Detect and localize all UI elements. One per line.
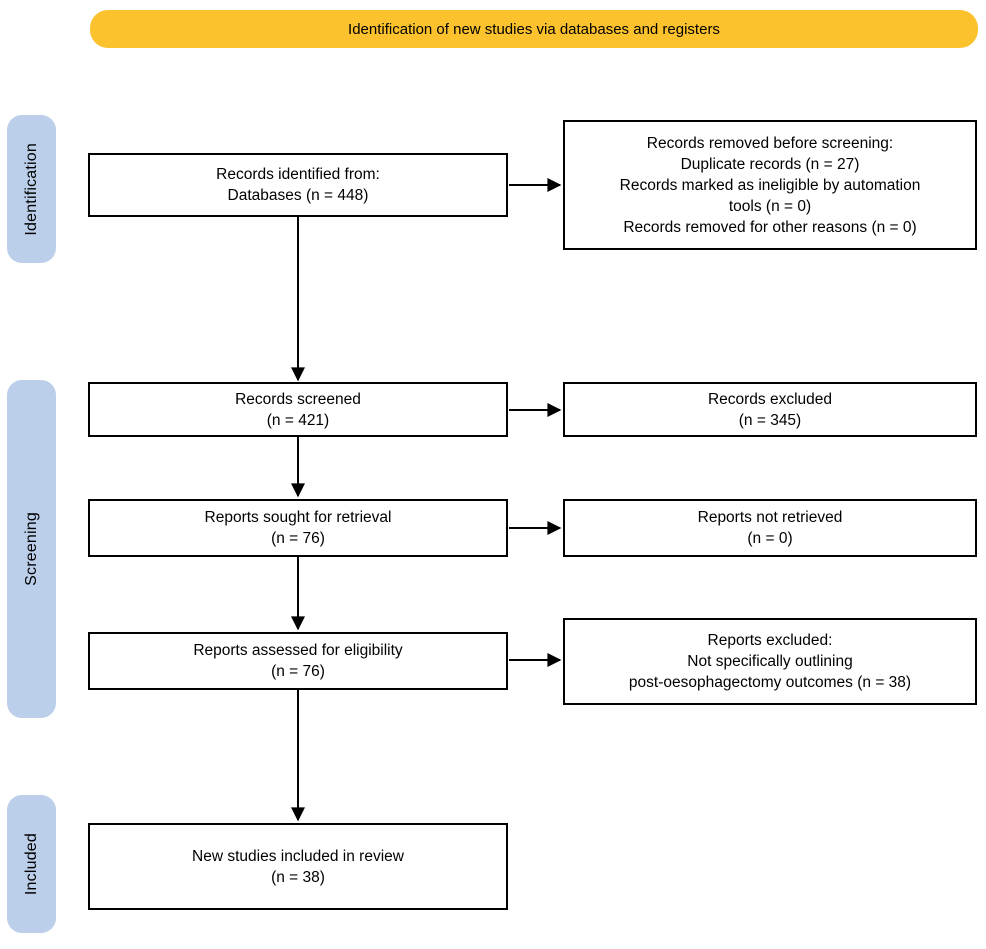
box-line: post-oesophagectomy outcomes (n = 38): [628, 674, 912, 691]
box-line: New studies included in review: [192, 847, 404, 865]
stage-label-screening-text: Screening: [22, 512, 40, 586]
box-line: (n = 345): [738, 411, 802, 429]
box-line: (n = 76): [271, 663, 325, 680]
box-line: (n = 76): [271, 530, 325, 547]
box-line: Duplicate records (n = 27): [680, 155, 860, 173]
box-line: Records excluded: [707, 390, 833, 408]
box-line: Reports sought for retrieval: [204, 509, 392, 526]
box-line: Records screened: [235, 390, 361, 408]
box-records-identified: [88, 153, 508, 217]
box-line: tools (n = 0): [728, 197, 812, 215]
box-records-excluded: [563, 382, 977, 437]
box-line: Reports excluded:: [707, 632, 833, 649]
box-reports-assessed: [88, 632, 508, 690]
stage-label-screening: [7, 380, 56, 718]
box-line: Records removed for other reasons (n = 0): [623, 218, 917, 236]
box-reports-not-retrieved: [563, 499, 977, 557]
box-line: (n = 38): [271, 868, 325, 886]
box-line: Reports not retrieved: [697, 509, 843, 526]
banner: [90, 10, 978, 48]
box-line: Not specifically outlining: [687, 653, 853, 670]
box-reports-excluded: [563, 618, 977, 705]
stage-label-identification-text: Identification: [22, 142, 40, 236]
box-line: Records identified from:: [216, 166, 380, 183]
box-records-removed: [563, 120, 977, 250]
box-line: (n = 421): [266, 411, 330, 429]
banner-label: Identification of new studies via databases and registers: [348, 20, 720, 38]
box-line: Reports assessed for eligibility: [193, 642, 403, 659]
stage-label-included: [7, 795, 56, 933]
box-line: Records removed before screening:: [646, 134, 894, 152]
box-line: Records marked as ineligible by automation: [619, 176, 921, 194]
box-line: Databases (n = 448): [227, 187, 369, 204]
stage-label-included-text: Included: [22, 832, 40, 896]
box-records-screened: [88, 382, 508, 437]
box-line: (n = 0): [747, 530, 793, 547]
box-reports-sought: [88, 499, 508, 557]
stage-label-identification: [7, 115, 56, 263]
box-new-studies-included: [88, 823, 508, 910]
